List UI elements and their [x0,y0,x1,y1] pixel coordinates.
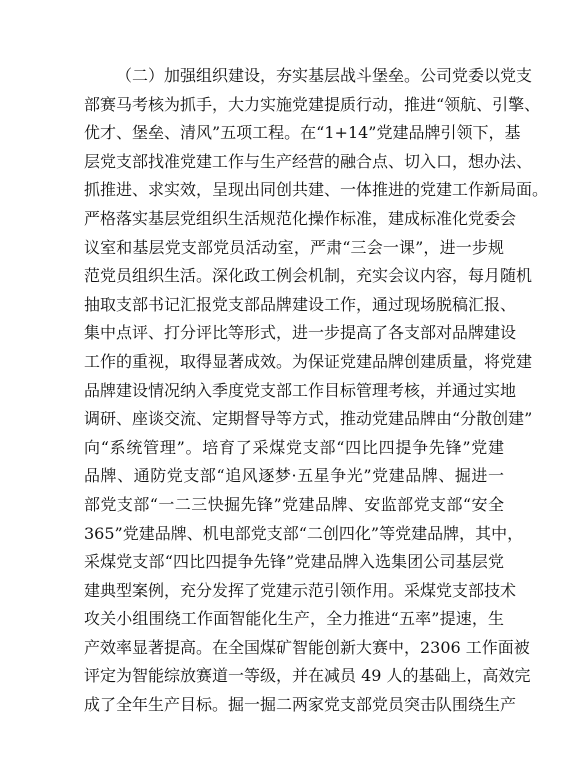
paragraph-line: （二）加强组织建设，夯实基层战斗堡垒。公司党委以党支 [116,66,533,85]
paragraph-line: 品牌、通防党支部“追风逐梦·五星争光”党建品牌、掘进一 [84,466,504,486]
paragraph-line: 层党支部找准党建工作与生产经营的融合点、切入口，想办法、 [84,151,533,171]
paragraph-line: 攻关小组围绕工作面智能化生产，全力推进“五率”提速，生 [84,609,504,629]
paragraph-line: 优才、堡垒、清风”五项工程。在“1+14”党建品牌引领下，基 [84,123,521,143]
paragraph-line: 部赛马考核为抓手，大力实施党建提质行动，推进“领航、引擎、 [84,94,541,114]
paragraph-line: 365”党建品牌、机电部党支部“二创四化”等党建品牌，其中， [84,523,524,543]
paragraph-line: 向“系统管理”。培育了采煤党支部“四比四提争先锋”党建 [84,437,504,457]
paragraph-line: 抓推进、求实效，呈现出同创共建、一体推进的党建工作新局面。 [84,180,549,200]
paragraph-line: 工作的重视，取得显著成效。为保证党建品牌创建质量，将党建 [84,351,533,371]
paragraph-line: 议室和基层党支部党员活动室，严肃“三会一课”，进一步规 [84,237,504,257]
paragraph-line: 部党支部“一二三快掘先锋”党建品牌、安监部党支部“安全 [84,494,504,514]
paragraph-line: 成了全年生产目标。掘一掘二两家党支部党员突击队围绕生产 [84,695,517,715]
paragraph-line: 范党员组织生活。深化政工例会机制，充实会议内容，每月随机 [84,266,533,286]
body-paragraph [84,62,549,720]
paragraph-line: 严格落实基层党组织生活规范化操作标准，建成标准化党委会 [84,208,517,228]
paragraph-line: 评定为智能综放赛道一等级，并在减员 49 人的基础上，高效完 [84,666,531,686]
paragraph-line: 采煤党支部“四比四提争先锋”党建品牌入选集团公司基层党 [84,552,504,572]
paragraph-line: 品牌建设情况纳入季度党支部工作目标管理考核，并通过实地 [84,380,517,400]
paragraph-line: 产效率显著提高。在全国煤矿智能创新大赛中，2306 工作面被 [84,637,530,657]
paragraph-line: 调研、座谈交流、定期督导等方式，推动党建品牌由“分散创建” [84,409,533,429]
paragraph-line: 建典型案例，充分发挥了党建示范引领作用。采煤党支部技术 [84,580,517,600]
paragraph-line: 抽取支部书记汇报党支部品牌建设工作，通过现场脱稿汇报、 [84,294,517,314]
paragraph-line: 集中点评、打分评比等形式，进一步提高了各支部对品牌建设 [84,323,517,343]
